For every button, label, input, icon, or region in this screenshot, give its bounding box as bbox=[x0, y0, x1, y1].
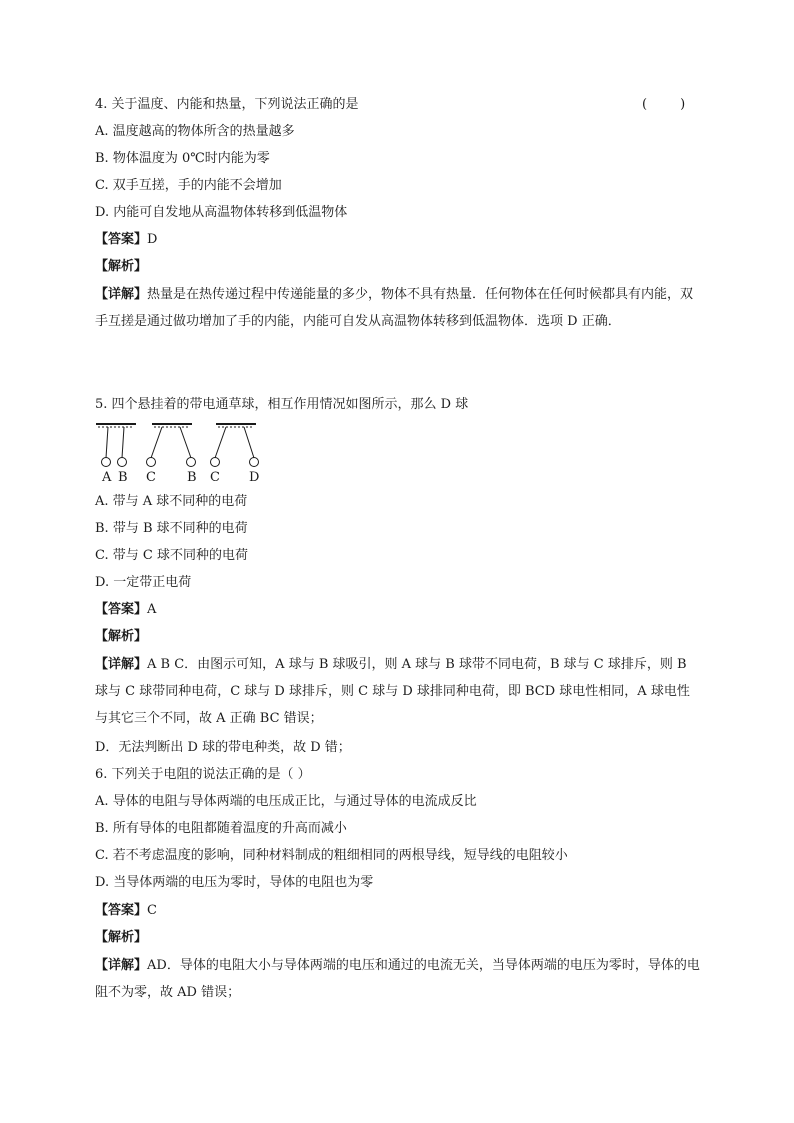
q5-detail-label: 【详解】 bbox=[95, 657, 148, 672]
pair-cd bbox=[210, 424, 259, 485]
q4-answer-label: 【答案】 bbox=[95, 232, 148, 247]
q6-detail-text: AD．导体的电阻大小与导体两端的电压和通过的电流无关，当导体两端的电压为零时，导体的电阻不为零，故 AD 错误； bbox=[95, 958, 700, 1000]
q5-detail bbox=[95, 651, 701, 732]
q5-answer bbox=[95, 602, 156, 618]
thread bbox=[151, 427, 162, 458]
ball-b bbox=[118, 458, 127, 467]
thread bbox=[180, 427, 191, 458]
pair-cb bbox=[146, 424, 197, 485]
ball-c bbox=[147, 458, 156, 467]
q6-answer-value: C bbox=[147, 903, 157, 918]
q4-option-a: A. 温度越高的物体所含的热量越多 bbox=[95, 124, 295, 139]
label-a: A bbox=[102, 470, 112, 485]
q4-answer-bracket: ( ) bbox=[642, 97, 686, 112]
q6-option-b: B. 所有导体的电阻都随着温度的升高而减小 bbox=[95, 821, 347, 836]
ball-a bbox=[102, 458, 111, 467]
thread bbox=[215, 427, 226, 458]
thread bbox=[106, 427, 108, 458]
label-b: B bbox=[118, 470, 128, 485]
q4-detail bbox=[95, 281, 701, 335]
q5-answer-value: A bbox=[147, 602, 157, 617]
q6-detail-label: 【详解】 bbox=[95, 958, 148, 973]
q4-option-d: D. 内能可自发地从高温物体转移到低温物体 bbox=[95, 205, 348, 220]
q6-stem: 6. 下列关于电阻的说法正确的是（ ） bbox=[95, 767, 311, 782]
label-b: B bbox=[187, 470, 197, 485]
label-c: C bbox=[146, 470, 156, 485]
ball-d bbox=[250, 458, 259, 467]
q6-option-d: D. 当导体两端的电压为零时，导体的电阻也为零 bbox=[95, 875, 374, 890]
ball-b bbox=[187, 458, 196, 467]
q6-option-a: A. 导体的电阻与导体两端的电压成正比，与通过导体的电流成反比 bbox=[95, 794, 477, 809]
q4-answer bbox=[95, 232, 157, 248]
q4-analysis-label: 【解析】 bbox=[95, 259, 148, 274]
q5-answer-label: 【答案】 bbox=[95, 602, 148, 617]
q4-answer-value: D bbox=[147, 232, 158, 247]
q6-analysis-label: 【解析】 bbox=[95, 930, 148, 945]
q4-option-b: B. 物体温度为 0℃时内能为零 bbox=[95, 151, 270, 166]
q5-option-b: B. 带与 B 球不同种的电荷 bbox=[95, 521, 248, 536]
q4-option-c: C. 双手互搓，手的内能不会增加 bbox=[95, 178, 282, 193]
q6-detail bbox=[95, 952, 701, 1006]
label-d: D bbox=[249, 470, 260, 485]
q5-stem: 5. 四个悬挂着的带电通草球，相互作用情况如图所示，那么 D 球 bbox=[95, 397, 469, 412]
q4-detail-text: 热量是在热传递过程中传递能量的多少，物体不具有热量．任何物体在任何时候都具有内能，双手互搓是通过做功增加了手的内能，内能可自发从高温物体转移到低温物体．选项 D 正确． bbox=[95, 287, 694, 329]
q5-detail-d: D．无法判断出 D 球的带电种类，故 D 错； bbox=[95, 740, 351, 755]
q5-detail-text: A B C．由图示可知，A 球与 B 球吸引，则 A 球与 B 球带不同电荷，B 球与 C 球排斥，则 B 球与 C 球带同种电荷，C 球与 D 球排斥，则 C 球与 D 球排同种电荷，即 BCD 球电性相同，A 球电性与其它三个不同，故 A 正确 BC 错误； bbox=[95, 657, 690, 726]
q4-detail-label: 【详解】 bbox=[95, 287, 148, 302]
q5-analysis-label: 【解析】 bbox=[95, 629, 148, 644]
q6-answer bbox=[95, 903, 157, 919]
q5-option-a: A. 带与 A 球不同种的电荷 bbox=[95, 494, 248, 509]
thread bbox=[122, 427, 124, 458]
q6-answer-label: 【答案】 bbox=[95, 903, 148, 918]
q4-stem: 4. 关于温度、内能和热量，下列说法正确的是 bbox=[95, 97, 359, 112]
q5-option-c: C. 带与 C 球不同种的电荷 bbox=[95, 548, 248, 563]
thread bbox=[244, 427, 254, 458]
pair-ab bbox=[96, 424, 136, 485]
charged-balls-figure bbox=[96, 419, 276, 485]
ball-c bbox=[211, 458, 220, 467]
q6-option-c: C. 若不考虑温度的影响，同种材料制成的粗细相同的两根导线，短导线的电阻较小 bbox=[95, 848, 568, 863]
label-c: C bbox=[210, 470, 220, 485]
q5-option-d: D. 一定带正电荷 bbox=[95, 575, 192, 590]
